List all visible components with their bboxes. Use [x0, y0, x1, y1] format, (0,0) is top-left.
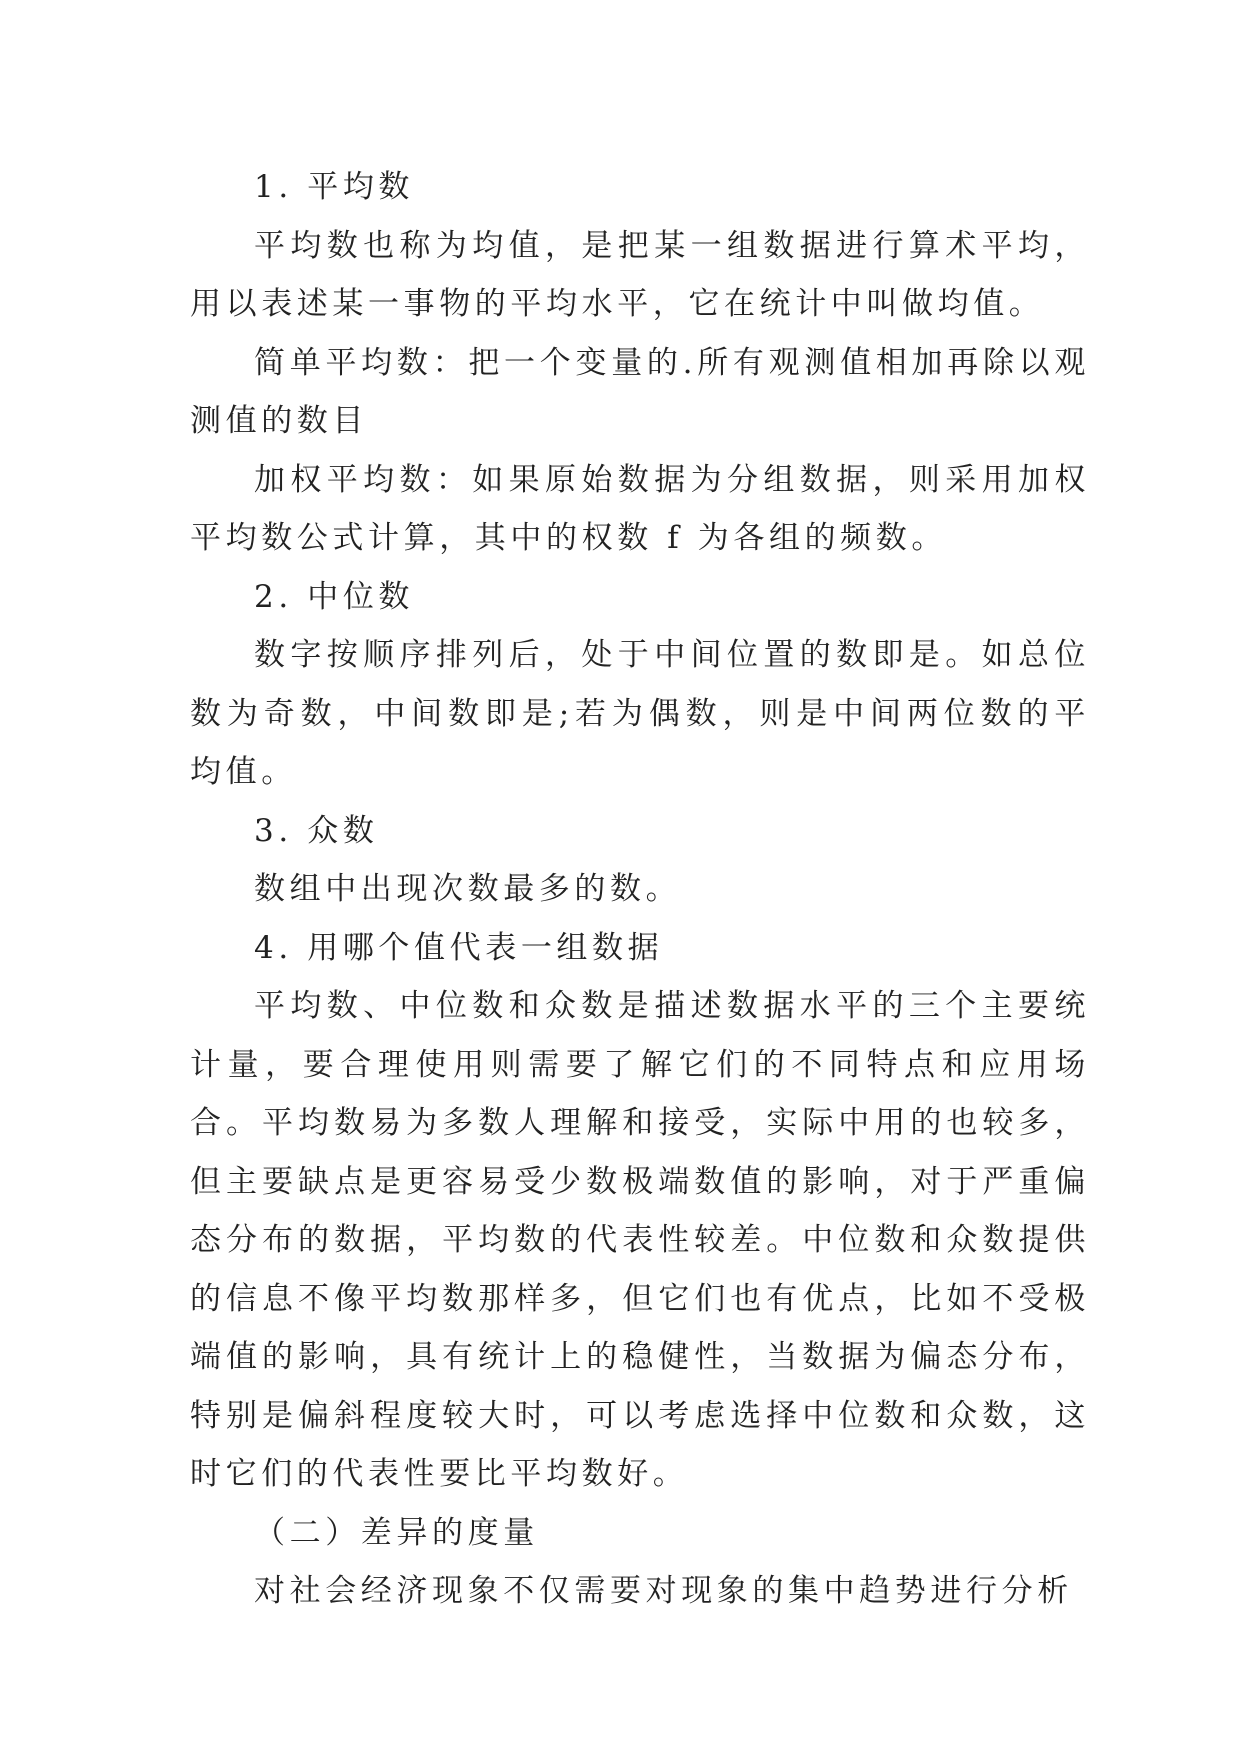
paragraph-comparison: 平均数、中位数和众数是描述数据水平的三个主要统计量，要合理使用则需要了解它们的不同特点和应用场合。平均数易为多数人理解和接受，实际中用的也较多，但主要缺点是更容易受少数极端数值的影响，对于严重偏态分布的数据，平均数的代表性较差。中位数和众数提供的信息不像平均数那样多，但它们也有优点，比如不受极端值的影响，具有统计上的稳健性，当数据为偏态分布，特别是偏斜程度较大时，可以考虑选择中位数和众数，这时它们的代表性要比平均数好。 — [190, 988, 1090, 1492]
paragraph-mode-definition: 数组中出现次数最多的数。 — [254, 871, 682, 907]
document-body — [190, 158, 1090, 1621]
paragraph-dispersion-intro: 对社会经济现象不仅需要对现象的集中趋势进行分析 — [254, 1573, 1073, 1609]
paragraph-weighted-mean: 加权平均数：如果原始数据为分组数据，则采用加权平均数公式计算，其中的权数 f 为各组的频数。 — [190, 461, 1090, 556]
paragraph-mean-definition: 平均数也称为均值，是把某一组数据进行算术平均，用以表述某一事物的平均水平，它在统计中叫做均值。 — [190, 227, 1090, 322]
paragraph-median-definition: 数字按顺序排列后，处于中间位置的数即是。如总位数为奇数，中间数即是;若为偶数，则是中间两位数的平均值。 — [190, 637, 1090, 790]
heading-dispersion: （二）差异的度量 — [254, 1514, 539, 1551]
heading-median: 2. 中位数 — [254, 578, 415, 615]
heading-representative-value: 4. 用哪个值代表一组数据 — [254, 929, 664, 966]
paragraph-simple-mean: 简单平均数：把一个变量的.所有观测值相加再除以观测值的数目 — [190, 344, 1090, 439]
heading-mode: 3. 众数 — [254, 812, 379, 849]
heading-mean: 1. 平均数 — [254, 169, 415, 205]
